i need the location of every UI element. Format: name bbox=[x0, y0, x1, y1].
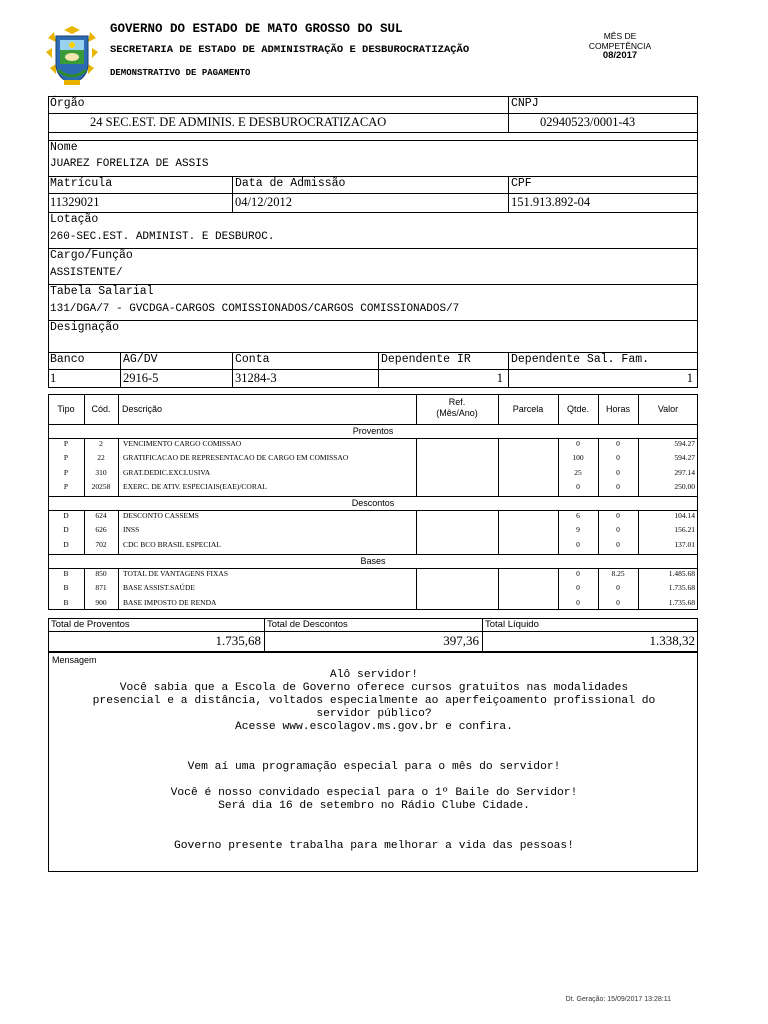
orgao-label: Órgão bbox=[50, 97, 85, 110]
cell-cod: 310 bbox=[95, 467, 107, 477]
cell-cod: 20258 bbox=[91, 481, 111, 491]
cell-tipo: P bbox=[63, 481, 69, 491]
total-proventos-label: Total de Proventos bbox=[51, 619, 130, 630]
cell-valor: 156.21 bbox=[674, 525, 695, 535]
dependente-sal-fam-label: Dependente Sal. Fam. bbox=[511, 353, 650, 366]
message-line-8: Será dia 16 de setembro no Rádio Clube Cidade. bbox=[218, 800, 530, 812]
cell-horas: 0 bbox=[616, 525, 620, 535]
message-label: Mensagem bbox=[52, 655, 97, 665]
government-name: GOVERNO DO ESTADO DE MATO GROSSO DO SUL bbox=[110, 22, 403, 36]
admissao-label: Data de Admissão bbox=[235, 177, 346, 190]
section-descontos: Descontos bbox=[351, 498, 395, 508]
conta-value: 31284-3 bbox=[235, 371, 277, 385]
cell-desc: VENCIMENTO CARGO COMISSAO bbox=[123, 439, 242, 448]
cell-desc: GRAT.DEDIC.EXCLUSIVA bbox=[123, 467, 211, 477]
message-line-9: Governo presente trabalha para melhorar a vida das pessoas! bbox=[174, 840, 574, 852]
message-line-7: Você é nosso convidado especial para o 1º Baile do Servidor! bbox=[170, 787, 578, 799]
cell-qtde: 0 bbox=[576, 583, 580, 593]
message-line-3: presencial e a distância, voltados especialmente ao aperfeiçoamento profissional do bbox=[92, 695, 656, 707]
banco-value: 1 bbox=[50, 371, 57, 385]
matricula-value: 11329021 bbox=[50, 195, 100, 209]
matricula-label: Matrícula bbox=[50, 177, 113, 190]
total-liquido-label: Total Líquido bbox=[485, 619, 539, 630]
competencia-label-1: MÊS DE bbox=[603, 31, 637, 41]
cell-qtde: 0 bbox=[576, 439, 580, 448]
cell-tipo: B bbox=[63, 583, 69, 593]
tabela-label: Tabela Salarial bbox=[50, 285, 154, 298]
message-line-1: Alô servidor! bbox=[329, 669, 419, 681]
cell-cod: 850 bbox=[95, 569, 107, 578]
col-ref-2: (Mês/Ano) bbox=[436, 408, 478, 418]
cell-tipo: P bbox=[63, 453, 69, 463]
cell-horas: 0 bbox=[616, 453, 620, 463]
cell-cod: 22 bbox=[97, 453, 105, 463]
cell-valor: 137.01 bbox=[674, 539, 695, 549]
message-line-6: Vem aí uma programação especial para o mês do servidor! bbox=[187, 761, 561, 773]
orgao-value: 24 SEC.EST. DE ADMINIS. E DESBUROCRATIZACAO bbox=[90, 115, 387, 129]
state-coat-of-arms-logo bbox=[44, 26, 100, 88]
nome-value: JUAREZ FORELIZA DE ASSIS bbox=[50, 158, 209, 170]
cell-cod: 871 bbox=[95, 583, 107, 593]
message-line-4: servidor público? bbox=[316, 708, 432, 720]
cell-desc: INSS bbox=[123, 525, 140, 535]
cell-desc: GRATIFICACAO DE REPRESENTACAO DE CARGO EM COMISSAO bbox=[123, 453, 349, 463]
cell-tipo: P bbox=[63, 439, 69, 448]
nome-label: Nome bbox=[50, 141, 78, 154]
cell-valor: 1.735.68 bbox=[668, 597, 695, 607]
cell-qtde: 100 bbox=[572, 453, 584, 463]
cell-valor: 1.735.68 bbox=[668, 583, 695, 593]
lotacao-label: Lotação bbox=[50, 213, 99, 226]
cell-horas: 0 bbox=[616, 439, 620, 448]
cargo-value: ASSISTENTE/ bbox=[50, 267, 123, 279]
col-cod: Cód. bbox=[91, 404, 111, 414]
cnpj-value: 02940523/0001-43 bbox=[540, 115, 636, 129]
cell-desc: TOTAL DE VANTAGENS FIXAS bbox=[123, 569, 228, 578]
dependente-ir-value: 1 bbox=[496, 371, 503, 385]
cell-tipo: P bbox=[63, 467, 69, 477]
dependente-sal-fam-value: 1 bbox=[686, 371, 693, 385]
total-liquido-value: 1.338,32 bbox=[649, 633, 695, 648]
cell-desc: CDC BCO BRASIL ESPECIAL bbox=[123, 539, 221, 549]
banco-label: Banco bbox=[50, 353, 85, 366]
message-line-2: Você sabia que a Escola de Governo oferece cursos gratuitos nas modalidades bbox=[119, 682, 629, 694]
conta-label: Conta bbox=[235, 353, 270, 366]
cell-desc: EXERC. DE ATIV. ESPECIAIS(EAE)/CORAL bbox=[123, 481, 267, 491]
cell-cod: 702 bbox=[95, 539, 107, 549]
section-proventos: Proventos bbox=[352, 426, 394, 436]
cell-valor: 297.14 bbox=[674, 467, 695, 477]
cell-tipo: B bbox=[63, 597, 69, 607]
col-valor: Valor bbox=[657, 404, 679, 414]
cell-qtde: 9 bbox=[576, 525, 580, 535]
cell-qtde: 6 bbox=[576, 511, 580, 520]
cpf-value: 151.913.892-04 bbox=[511, 195, 591, 209]
cell-cod: 624 bbox=[95, 511, 107, 520]
agdv-label: AG/DV bbox=[123, 353, 158, 366]
message-line-5: Acesse www.escolagov.ms.gov.br e confira. bbox=[235, 721, 513, 733]
total-descontos-value: 397,36 bbox=[443, 633, 479, 648]
cell-valor: 1.485.68 bbox=[668, 569, 695, 578]
lotacao-value: 260-SEC.EST. ADMINIST. E DESBUROC. bbox=[50, 231, 275, 243]
cell-horas: 0 bbox=[616, 539, 620, 549]
tabela-value: 131/DGA/7 - GVCDGA-CARGOS COMISSIONADOS/CARGOS COMISSIONADOS/7 bbox=[50, 303, 460, 315]
col-tipo: Tipo bbox=[57, 404, 75, 414]
cell-horas: 0 bbox=[616, 481, 620, 491]
cell-desc: DESCONTO CASSEMS bbox=[123, 511, 199, 520]
col-qtde: Qtde. bbox=[566, 404, 589, 414]
total-descontos-label: Total de Descontos bbox=[267, 619, 348, 630]
competencia-label-2: COMPETÊNCIA bbox=[588, 41, 652, 51]
cell-horas: 0 bbox=[616, 511, 620, 520]
cell-qtde: 25 bbox=[574, 467, 582, 477]
cell-tipo: D bbox=[63, 511, 69, 520]
cell-cod: 626 bbox=[95, 525, 107, 535]
cell-horas: 0 bbox=[616, 597, 620, 607]
agdv-value: 2916-5 bbox=[123, 371, 159, 385]
cell-desc: BASE IMPOSTO DE RENDA bbox=[123, 597, 217, 607]
cnpj-label: CNPJ bbox=[511, 97, 539, 110]
cell-valor: 594.27 bbox=[674, 439, 695, 448]
document-title: DEMONSTRATIVO DE PAGAMENTO bbox=[110, 68, 251, 78]
cell-valor: 250.00 bbox=[674, 481, 695, 491]
admissao-value: 04/12/2012 bbox=[235, 195, 292, 209]
cell-cod: 2 bbox=[99, 439, 103, 448]
cargo-label: Cargo/Função bbox=[50, 249, 133, 262]
cell-cod: 900 bbox=[95, 597, 107, 607]
competencia-block bbox=[572, 31, 668, 61]
cell-tipo: D bbox=[63, 539, 69, 549]
col-parcela: Parcela bbox=[512, 404, 544, 414]
secretaria-name: SECRETARIA DE ESTADO DE ADMINISTRAÇÃO E DESBUROCRATIZAÇÃO bbox=[110, 44, 470, 56]
cpf-label: CPF bbox=[511, 177, 532, 190]
cell-tipo: D bbox=[63, 525, 69, 535]
cell-horas: 0 bbox=[616, 467, 620, 477]
dependente-ir-label: Dependente IR bbox=[381, 353, 471, 366]
cell-qtde: 0 bbox=[576, 597, 580, 607]
cell-horas: 0 bbox=[616, 583, 620, 593]
col-horas: Horas bbox=[605, 404, 630, 414]
cell-qtde: 0 bbox=[576, 569, 580, 578]
cell-tipo: B bbox=[63, 569, 69, 578]
competencia-value: 08/2017 bbox=[602, 50, 638, 61]
designacao-label: Designação bbox=[50, 321, 120, 334]
cell-horas: 8.25 bbox=[611, 569, 625, 578]
cell-desc: BASE ASSIST.SAÚDE bbox=[123, 583, 195, 593]
cell-valor: 594.27 bbox=[674, 453, 695, 463]
total-proventos-value: 1.735,68 bbox=[215, 633, 261, 648]
cell-valor: 104.14 bbox=[674, 511, 695, 520]
cell-qtde: 0 bbox=[576, 481, 580, 491]
col-descricao: Descrição bbox=[122, 404, 163, 414]
cell-qtde: 0 bbox=[576, 539, 580, 549]
section-bases: Bases bbox=[360, 556, 386, 566]
col-ref-1: Ref. bbox=[448, 397, 466, 407]
generation-timestamp: Dt. Geração: 15/09/2017 13:28:11 bbox=[565, 996, 671, 1003]
